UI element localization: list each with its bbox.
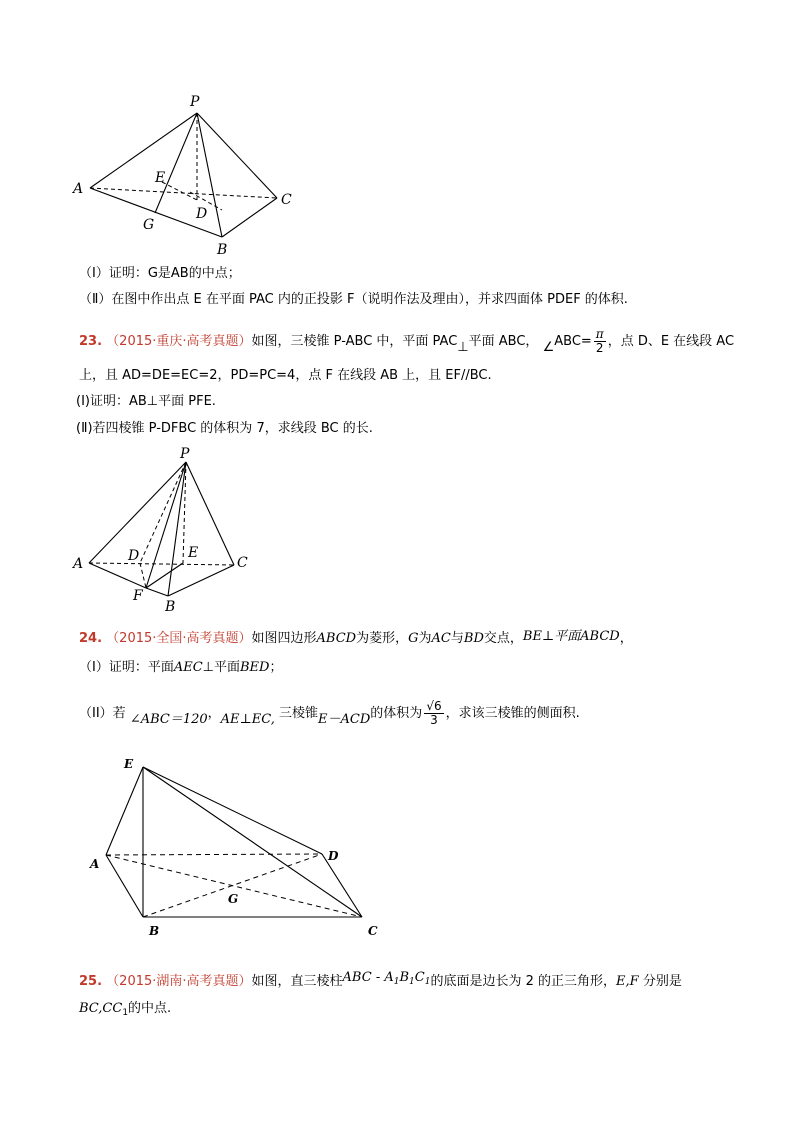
q25-prism xyxy=(343,970,431,985)
q24-part1-b: ⊥平面 xyxy=(202,660,240,675)
fig3-label-C: C xyxy=(368,924,378,938)
q24-stem-e: 交点， xyxy=(483,631,523,646)
q24-abcd: ABCD xyxy=(316,631,357,646)
q24-angle-condition: ∠ABC＝120 xyxy=(129,712,208,727)
fig1-label-P: P xyxy=(190,94,200,110)
q24-vol-den: 3 xyxy=(430,713,438,727)
pyramid-figure-1 xyxy=(0,0,800,270)
q25-stem-c: 分别是 xyxy=(642,974,682,989)
fig3-label-A: A xyxy=(90,857,100,871)
q24-comma: ， xyxy=(207,706,221,721)
fig2-label-D: D xyxy=(128,548,140,564)
q23-frac-den: 2 xyxy=(595,341,604,355)
q24-source: （2015·全国·高考真题） xyxy=(106,631,252,646)
fig2-label-P: P xyxy=(180,446,190,462)
q25-line2-a: BC,CC xyxy=(79,1001,123,1016)
fig2-label-B: B xyxy=(165,599,176,615)
q23-stem-b: 平面 ABC， xyxy=(468,334,539,349)
q23-stem-d: ，点 D、E 在线段 AC xyxy=(607,334,735,349)
q24-part1-a: （I）证明：平面 xyxy=(79,660,174,675)
q25-prism-b-sub: 1 xyxy=(393,977,400,987)
fig2-label-E: E xyxy=(188,545,199,561)
q22-part2: （Ⅱ）在图中作出点 E 在平面 PAC 内的正投影 F（说明作法及理由），并求四面体 PDEF 的体积. xyxy=(79,292,628,307)
q24-pyramid: E－ACD xyxy=(318,712,371,727)
q25-source: （2015·湖南·高考真题） xyxy=(106,974,252,989)
q23-frac-num: π xyxy=(595,327,604,341)
fig1-label-E: E xyxy=(155,170,166,186)
q24-bd: BD xyxy=(463,631,484,646)
fig3-label-B: B xyxy=(149,924,160,938)
q24-part2 xyxy=(79,700,580,729)
fig3-label-G: G xyxy=(228,892,239,906)
fig1-label-G: G xyxy=(143,217,155,233)
q25-prism-c: B xyxy=(399,970,410,985)
fig1-label-A: A xyxy=(73,181,84,197)
fig2-label-C: C xyxy=(237,555,248,571)
q23-stem-a: 如图，三棱锥 P-ABC 中，平面 PAC xyxy=(251,334,458,349)
q24-bed: BED xyxy=(240,660,270,675)
q25-stem-line2 xyxy=(79,1000,171,1022)
q25-ef: E,F xyxy=(616,974,639,989)
q24-stem-d: 与 xyxy=(450,631,464,646)
fig2-label-A: A xyxy=(73,556,84,572)
q24-aec: AEC xyxy=(173,660,203,675)
q24-condition: BE⊥平面ABCD xyxy=(522,629,620,644)
q24-part2-a: （II）若 xyxy=(79,706,126,721)
pyramid-figure-3 xyxy=(0,740,800,950)
q25-stem-b: 的底面是边长为 2 的正三角形， xyxy=(430,974,617,989)
fig3-label-D: D xyxy=(328,849,339,863)
q24-stem-b: 为菱形， xyxy=(356,631,409,646)
fig1-label-D: D xyxy=(196,206,208,222)
q24-vol-num: √6 xyxy=(426,699,442,713)
q23-stem-c: ABC= xyxy=(554,334,592,349)
q22-part1: （Ⅰ）证明：G是AB的中点； xyxy=(79,266,241,281)
q24-stem-f: ， xyxy=(619,631,633,646)
q24-stem-c: 为 xyxy=(418,631,432,646)
q24-part1 xyxy=(79,659,282,677)
q24-stem-a: 如图四边形 xyxy=(251,631,317,646)
q25-prism-c-sub: 1 xyxy=(409,977,415,987)
q24-perp-condition: AE⊥EC, xyxy=(220,712,275,727)
q25-line2-sub: 1 xyxy=(122,1008,129,1018)
pyramid-figure-2 xyxy=(0,440,800,620)
q24-volume-fraction xyxy=(424,700,443,727)
q25-stem-line1 xyxy=(79,969,682,991)
q24-g: G xyxy=(408,631,419,646)
q23-fraction xyxy=(594,328,606,355)
q24-part2-d: ，求该三棱锥的侧面积. xyxy=(445,706,580,721)
q25-prism-d-sub: 1 xyxy=(424,977,431,987)
q23-number: 23. xyxy=(79,334,103,349)
q23-perp: ⊥ xyxy=(457,340,469,355)
q23-source: （2015·重庆·高考真题） xyxy=(106,334,252,349)
q23-part2: (Ⅱ)若四棱锥 P-DFBC 的体积为 7，求线段 BC 的长. xyxy=(76,421,373,436)
fig1-label-C: C xyxy=(281,192,292,208)
q25-number: 25. xyxy=(79,974,103,989)
q25-line2-b: 的中点. xyxy=(128,1001,172,1016)
q25-prism-d: C xyxy=(414,970,425,985)
fig1-label-B: B xyxy=(217,242,228,258)
q25-prism-b: A xyxy=(384,970,394,985)
q24-part2-c: 的体积为 xyxy=(370,706,423,721)
q25-stem-a: 如图，直三棱柱 xyxy=(251,974,343,989)
q24-ac: AC xyxy=(431,631,451,646)
q24-number: 24. xyxy=(79,631,103,646)
q23-part1: (Ⅰ)证明：AB⊥平面 PFE. xyxy=(76,394,216,409)
q25-prism-a: ABC xyxy=(342,970,372,985)
q24-stem xyxy=(79,628,633,648)
q23-angle: ∠ xyxy=(542,340,555,355)
q24-part1-c: ； xyxy=(269,660,283,675)
q25-prism-dash: - xyxy=(371,970,385,985)
fig3-label-E: E xyxy=(124,757,134,771)
fig2-label-F: F xyxy=(133,588,143,604)
q23-stem-line1 xyxy=(79,328,734,357)
q23-stem-line2: 上，且 AD=DE=EC=2，PD=PC=4，点 F 在线段 AB 上，且 EF//BC. xyxy=(79,368,492,383)
q24-part2-b: 三棱锥 xyxy=(279,706,319,721)
